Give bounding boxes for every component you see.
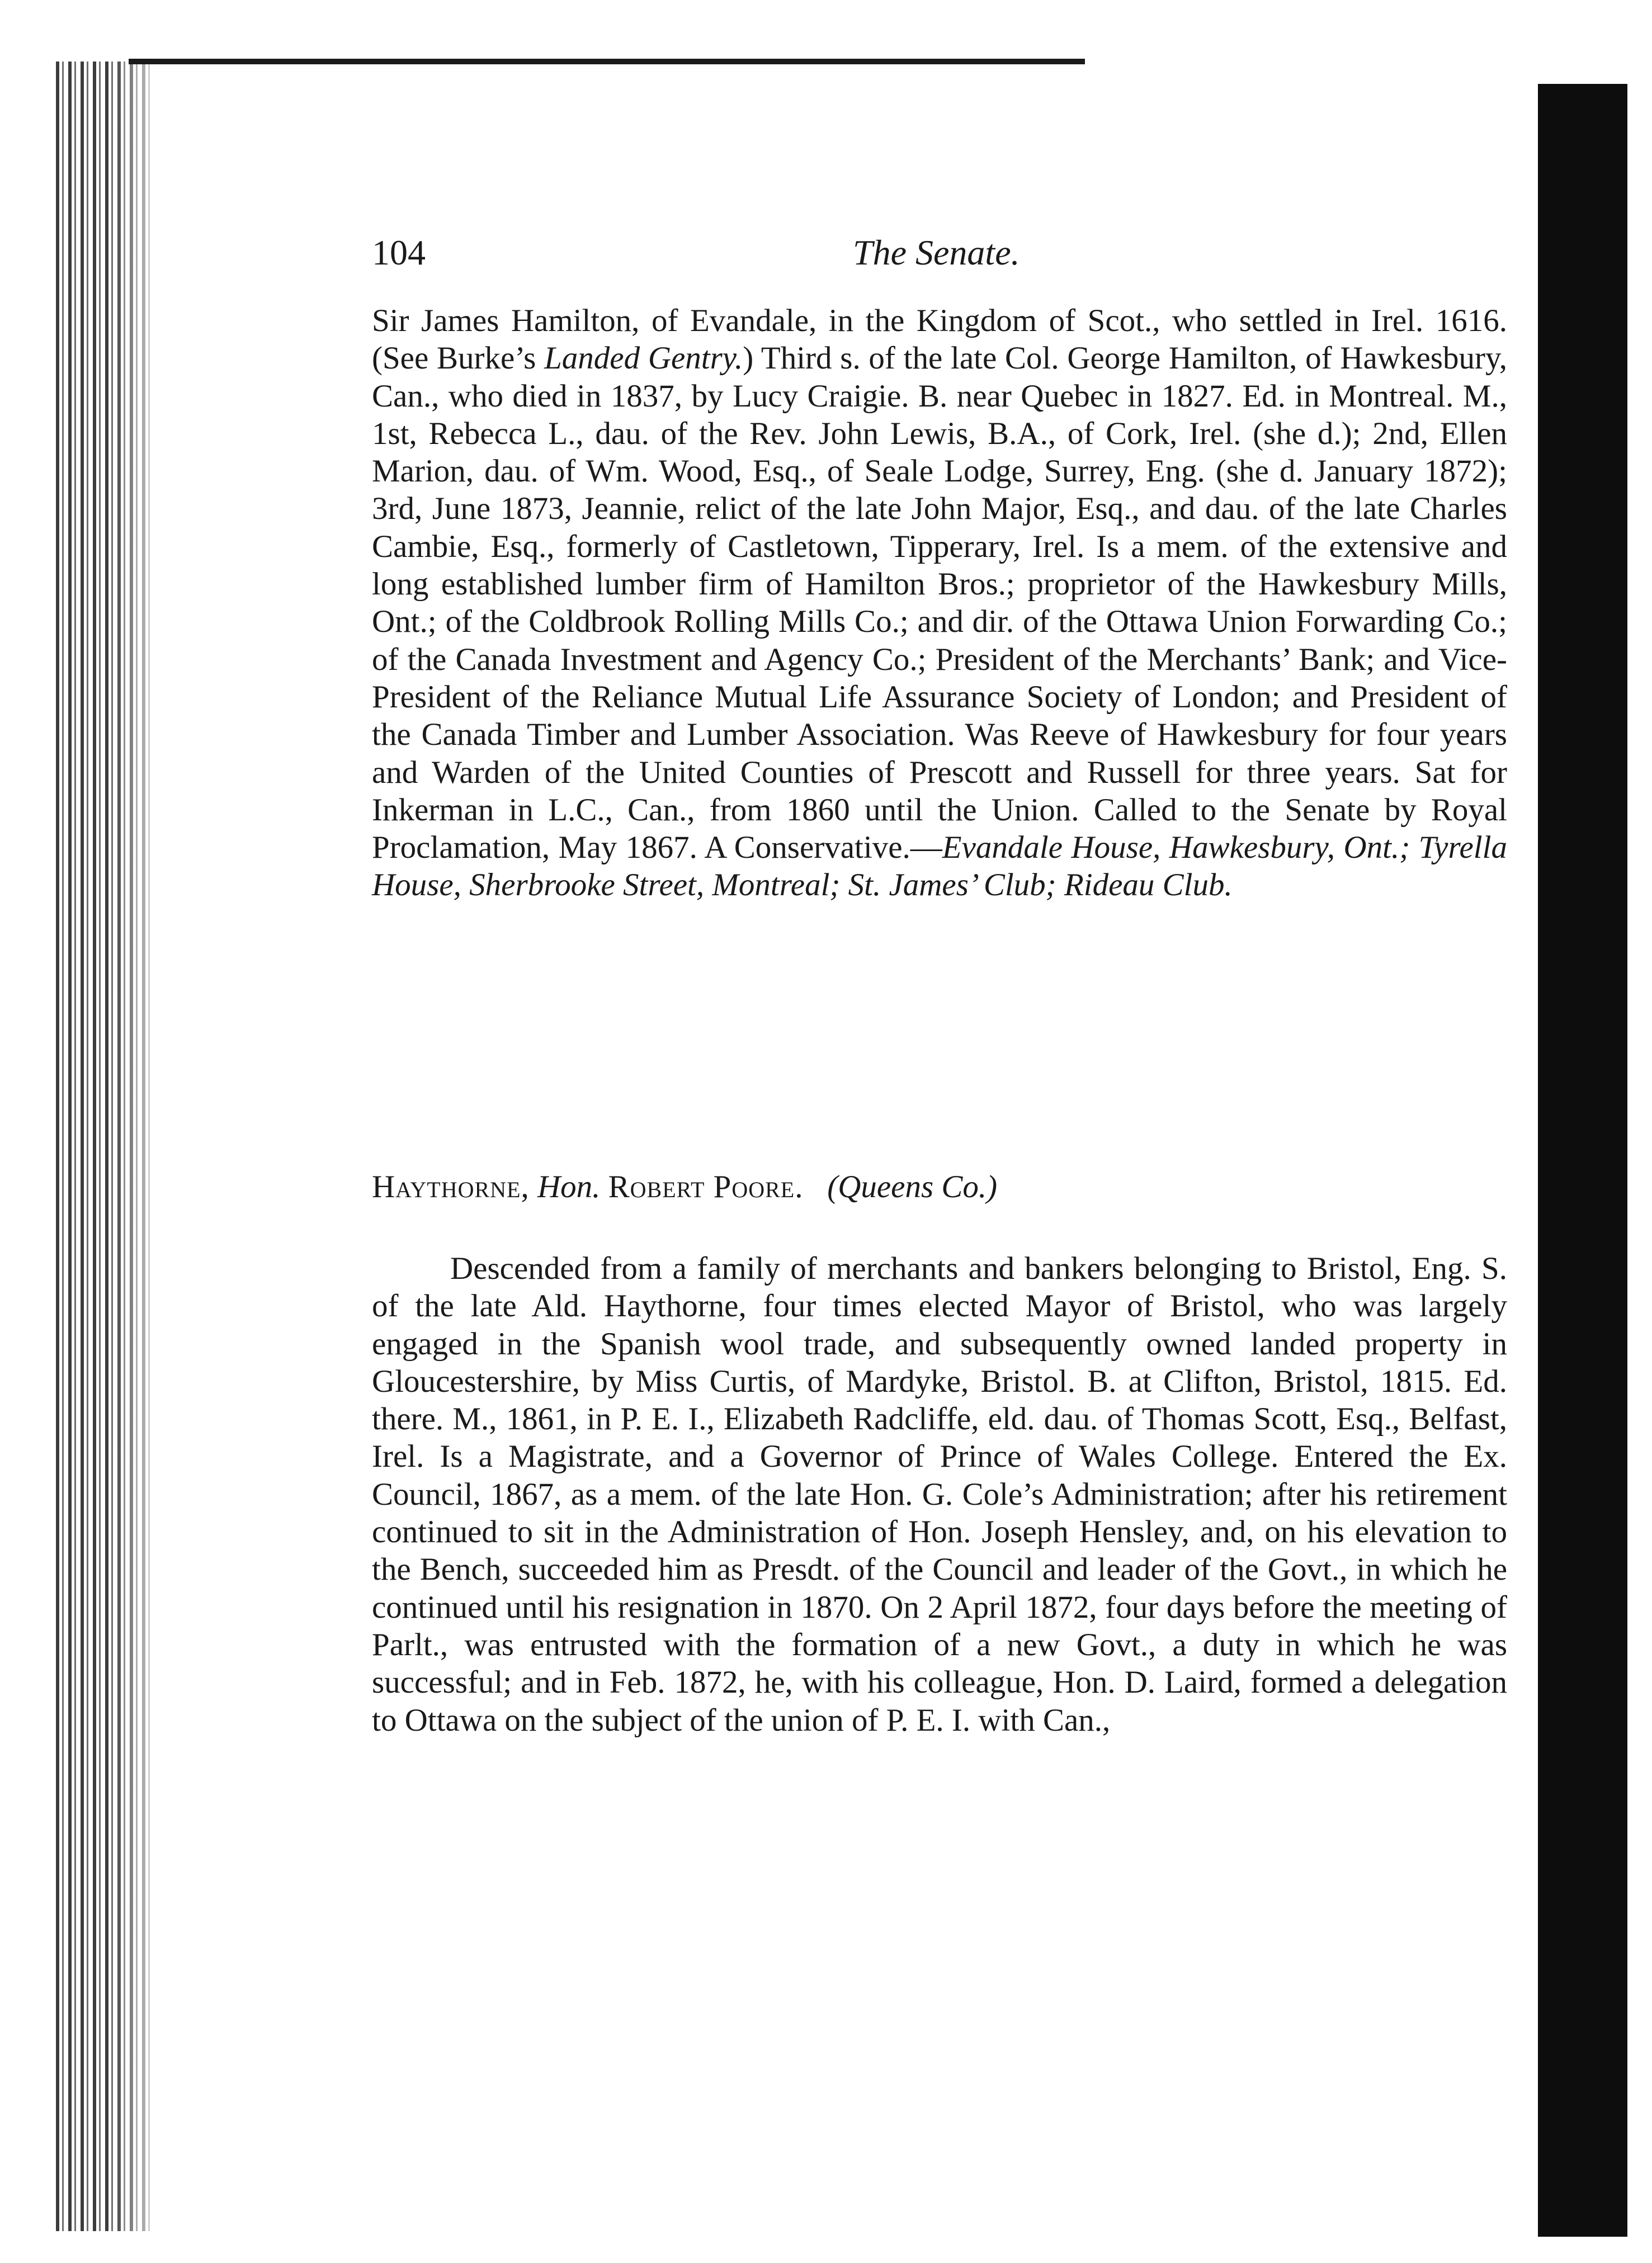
entry-hamilton-text-rest: ) Third s. of the late Col. George Hamilton, of Hawkesbury, Can., who died in 1837, by Lucy Craigie. B. near Quebec in 1827. Ed. in Montreal. M., 1st, Rebecca L., dau. of the Rev. John Lewis, B.A., of Cork, Irel. (she d.); 2nd, Ellen Marion, dau. of Wm. Wood, Esq., of Seale Lodge, Surrey, Eng. (she d. January 1872); 3rd, June 1873, Jeannie, relict of the late John Major, Esq., and dau. of the late Charles Cambie, Esq., formerly of Castletown, Tipperary, Irel. Is a mem. of the extensive and long established lumber firm of Hamilton Bros.; proprietor of the Hawkesbury Mills, Ont.; of the Coldbrook Rolling Mills Co.; and dir. of the Ottawa Union Forwarding Co.; of the Canada Investment and Agency Co.; President of the Merchants’ Bank; and Vice-President of the Reliance Mutual Life Assurance Society of London; and President of the Canada Timber and Lumber Association. Was Reeve of Hawkesbury for four years and Warden of the United Counties of Prescott and Russell for three years. Sat for Inkerman in L.C., Can., from 1860 until the Union. Called to the Senate by Royal Proclamation, May 1867. A Conservative.— xyxy=(372,341,1507,866)
entry-hamilton-source-title: Landed Gentry. xyxy=(544,341,743,376)
page-number: 104 xyxy=(372,233,426,272)
entry-haythorne-surname: Haythorne, xyxy=(372,1169,530,1204)
entry-hamilton-addresses: Evandale House, Hawkesbury, Ont.; Tyrella House, Sherbrooke Street, Montreal; St. James’ Club; Rideau Club. xyxy=(372,830,1507,903)
entry-haythorne-given-names: Robert Poore. xyxy=(608,1169,804,1204)
entry-haythorne-paragraph: Descended from a family of merchants and bankers belonging to Bristol, Eng. S. of the late Ald. Haythorne, four times elected Mayor of Bristol, who was largely engaged in the Spanish wool trade, and subsequently owned landed property in Gloucestershire, by Miss Curtis, of Mardyke, Bristol. B. at Clifton, Bristol, 1815. Ed. there. M., 1861, in P. E. I., Elizabeth Radcliffe, eld. dau. of Thomas Scott, Esq., Belfast, Irel. Is a Magistrate, and a Governor of Prince of Wales College. Entered the Ex. Council, 1867, as a mem. of the late Hon. G. Cole’s Administration; after his retirement continued to sit in the Administration of Hon. Joseph Hensley, and, on his elevation to the Bench, succeeded him as Presdt. of the Council and leader of the Govt., in which he continued until his resignation in 1870. On 2 April 1872, four days before the meeting of Parlt., was entrusted with the formation of a new Govt., a duty in which he was successful; and in Feb. 1872, he, with his colleague, Hon. D. Laird, formed a delegation to Ottawa on the subject of the union of P. E. I. with Can., xyxy=(372,1251,1507,1738)
scan-top-rule xyxy=(129,59,1085,64)
entry-hamilton-paragraph xyxy=(372,302,1507,904)
entry-haythorne-honorific: Hon. xyxy=(537,1169,601,1204)
scan-spine-shadow xyxy=(1538,84,1627,2237)
running-title: The Senate. xyxy=(853,233,1020,272)
entry-hamilton-text: Sir James Hamilton, of Evandale, in the Kingdom of Scot., who settled in Irel. 1616. (See Burke’s xyxy=(372,303,1507,376)
running-head xyxy=(372,232,1507,277)
entry-haythorne-constituency: (Queens Co.) xyxy=(827,1169,998,1204)
entry-haythorne-heading xyxy=(372,1169,1507,1205)
scan-binding-fade xyxy=(112,62,162,2231)
